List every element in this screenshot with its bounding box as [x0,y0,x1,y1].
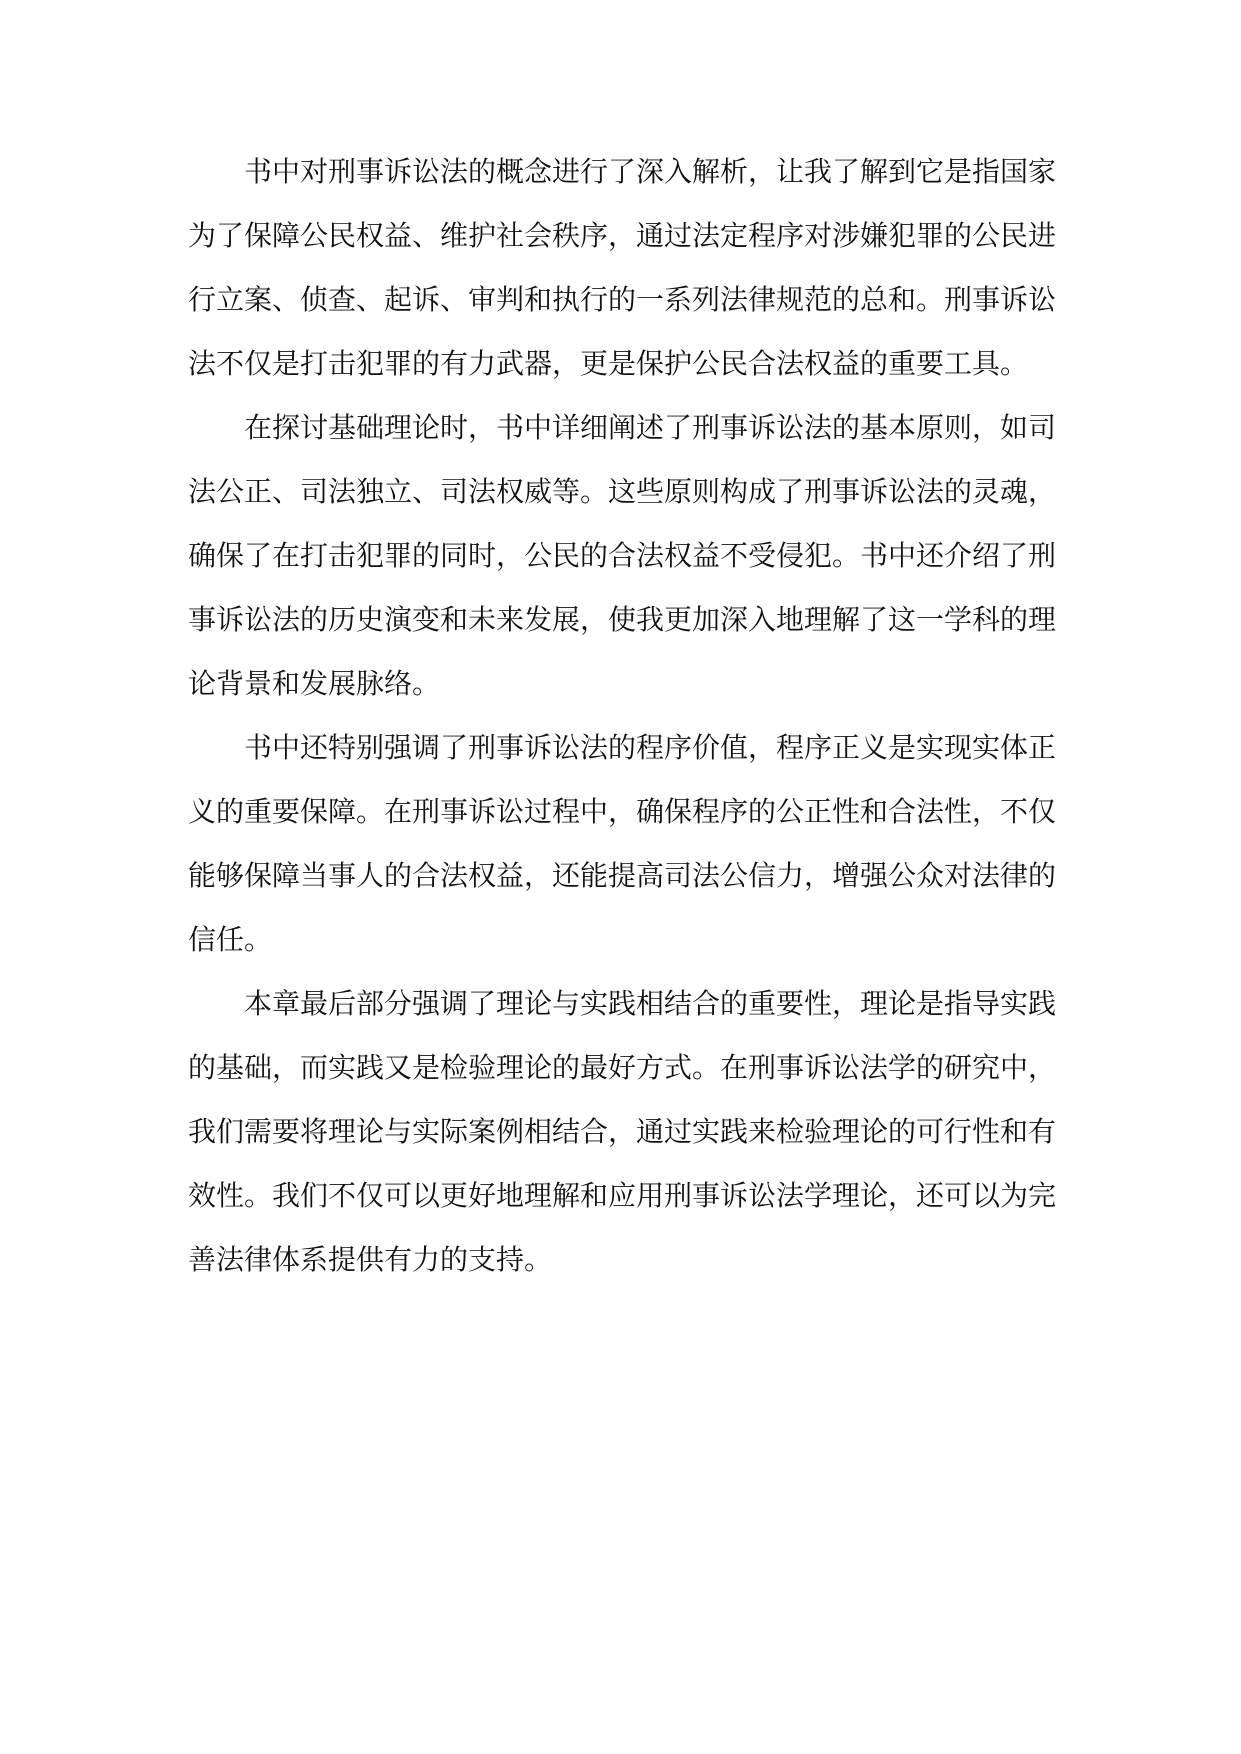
paragraph-3: 书中还特别强调了刑事诉讼法的程序价值，程序正义是实现实体正义的重要保障。在刑事诉讼过程中，确保程序的公正性和合法性，不仅能够保障当事人的合法权益，还能提高司法公信力，增强公众对法律的信任。 [188,731,1057,956]
paragraph-4: 本章最后部分强调了理论与实践相结合的重要性，理论是指导实践的基础，而实践又是检验理论的最好方式。在刑事诉讼法学的研究中，我们需要将理论与实际案例相结合，通过实践来检验理论的可行性和有效性。我们不仅可以更好地理解和应用刑事诉讼法学理论，还可以为完善法律体系提供有力的支持。 [188,987,1057,1276]
paragraph-1: 书中对刑事诉讼法的概念进行了深入解析，让我了解到它是指国家为了保障公民权益、维护社会秩序，通过法定程序对涉嫌犯罪的公民进行立案、侦查、起诉、审判和执行的一系列法律规范的总和。刑事诉讼法不仅是打击犯罪的有力武器，更是保护公民合法权益的重要工具。 [188,155,1057,380]
document-body [188,140,1056,1292]
paragraph-2: 在探讨基础理论时，书中详细阐述了刑事诉讼法的基本原则，如司法公正、司法独立、司法权威等。这些原则构成了刑事诉讼法的灵魂，确保了在打击犯罪的同时，公民的合法权益不受侵犯。书中还介绍了刑事诉讼法的历史演变和未来发展，使我更加深入地理解了这一学科的理论背景和发展脉络。 [188,411,1057,700]
